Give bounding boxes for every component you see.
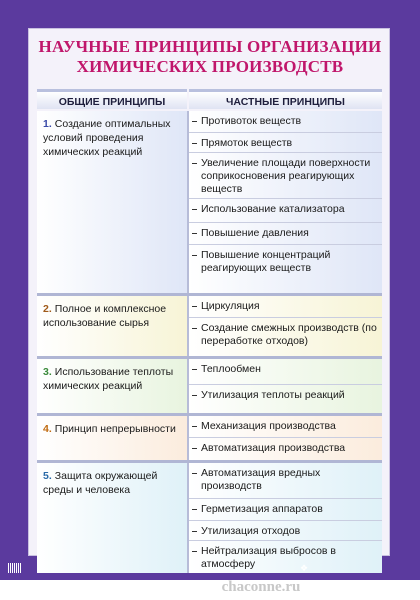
- group-2: [37, 296, 382, 356]
- watermark: chaconne.ru: [221, 579, 301, 595]
- list-item: Автоматизация вредных производств: [189, 463, 382, 499]
- title-line-2: ХИМИЧЕСКИХ ПРОИЗВОДСТВ: [76, 57, 344, 76]
- group-2-specific: [189, 296, 382, 356]
- group-5: [37, 463, 382, 573]
- list-item: Нейтрализация выбросов в атмосферу: [189, 541, 382, 573]
- group-4: [37, 416, 382, 460]
- list-item: Повышение концентраций реагирующих веществ: [189, 245, 382, 285]
- group-2-general: [37, 296, 187, 356]
- list-item: Механизация производства: [189, 416, 382, 438]
- group-4-general: [37, 416, 187, 460]
- group-1-label: Создание оптимальных условий проведения химических реакций: [43, 118, 171, 158]
- group-1-specific: [189, 111, 382, 293]
- group-1-general: [37, 111, 187, 293]
- header-general: ОБЩИЕ ПРИНЦИПЫ: [37, 89, 187, 109]
- group-3-specific: [189, 359, 382, 413]
- group-3-label: Использование теплоты химических реакций: [43, 366, 174, 392]
- poster-title: [29, 37, 391, 77]
- list-item: Повышение давления: [189, 223, 382, 245]
- group-2-number: 2.: [43, 303, 52, 315]
- principles-table: [37, 89, 382, 577]
- group-5-specific: [189, 463, 382, 573]
- imprint-fine-print: [318, 562, 398, 574]
- group-5-number: 5.: [43, 470, 52, 482]
- list-item: Создание смежных производств (по переработке отходов): [189, 318, 382, 356]
- list-item: Автоматизация производства: [189, 438, 382, 460]
- group-1-number: 1.: [43, 118, 52, 130]
- group-4-specific: [189, 416, 382, 460]
- group-4-label: Принцип непрерывности: [54, 423, 176, 435]
- group-5-label: Защита окружающей среды и человека: [43, 470, 158, 496]
- group-3-number: 3.: [43, 366, 52, 378]
- group-3: [37, 359, 382, 413]
- list-item: Утилизация теплоты реакций: [189, 385, 382, 413]
- header-specific: ЧАСТНЫЕ ПРИНЦИПЫ: [189, 89, 382, 109]
- group-2-label: Полное и комплексное использование сырья: [43, 303, 167, 329]
- list-item: Прямоток веществ: [189, 133, 382, 153]
- list-item: Противоток веществ: [189, 111, 382, 133]
- list-item: Циркуляция: [189, 296, 382, 318]
- group-4-number: 4.: [43, 423, 52, 435]
- list-item: Герметизация аппаратов: [189, 499, 382, 521]
- poster-panel: [28, 28, 390, 570]
- group-1: [37, 111, 382, 293]
- barcode-icon: [8, 563, 22, 573]
- publisher-logo-icon: ❖: [300, 563, 309, 573]
- list-item: Теплообмен: [189, 359, 382, 385]
- list-item: Утилизация отходов: [189, 521, 382, 541]
- list-item: Использование катализатора: [189, 199, 382, 223]
- group-5-general: [37, 463, 187, 573]
- group-3-general: [37, 359, 187, 413]
- title-line-1: НАУЧНЫЕ ПРИНЦИПЫ ОРГАНИЗАЦИИ: [38, 37, 382, 56]
- list-item: Увеличение площади поверхности соприкосновения реагирующих веществ: [189, 153, 382, 199]
